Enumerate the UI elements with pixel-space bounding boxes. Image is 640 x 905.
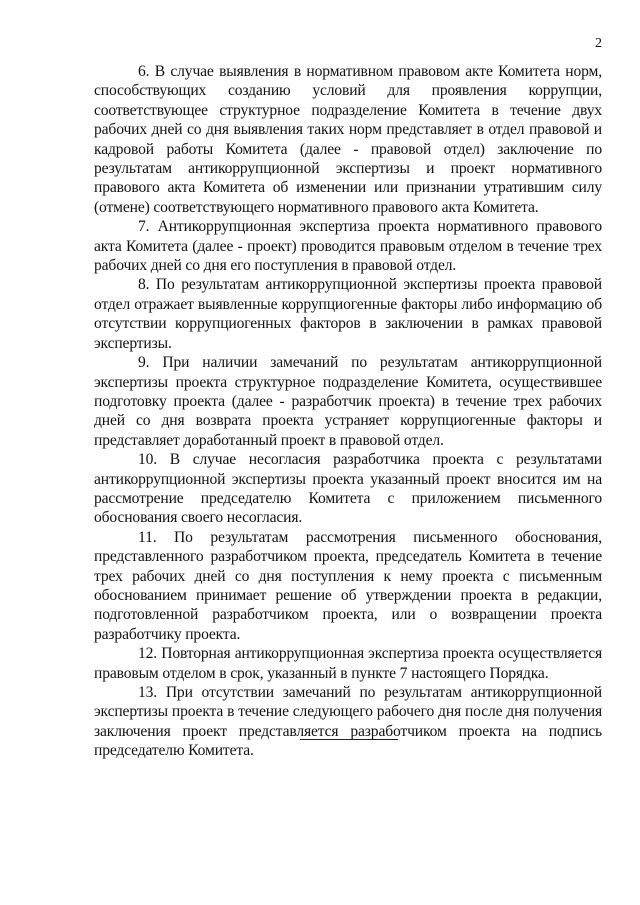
- paragraph-13: 13. При отсутствии замечаний по результатам антикоррупционной экспертизы проекта в течение следующего рабочего дня после дня получения заключения проект представляется разработчиком проекта на подпись председателю Комитета.: [94, 684, 602, 760]
- end-separator-line: [300, 739, 398, 740]
- paragraph-8: 8. По результатам антикоррупционной экспертизы проекта правовой отдел отражает выявленные коррупциогенные факторы либо информацию об отсутствии коррупциогенных факторов в заключении в рамках правовой экспертизы.: [94, 276, 602, 352]
- paragraph-10: 10. В случае несогласия разработчика проекта с результатами антикоррупционной экспертизы проекта указанный проект вносится им на рассмотрение председателю Комитета с приложением письменного обоснования своего несогласия.: [94, 451, 602, 527]
- paragraph-9: 9. При наличии замечаний по результатам антикоррупционной экспертизы проекта структурное подразделение Комитета, осуществившее подготовку проекта (далее - разработчик проекта) в течение трех рабочих дней со дня возврата проекта устраняет коррупциогенные факторы и представляет доработанный проект в правовой отдел.: [94, 354, 602, 449]
- paragraph-7: 7. Антикоррупционная экспертиза проекта нормативного правового акта Комитета (далее - проект) проводится правовым отделом в течение трех рабочих дней со дня его поступления в правовой отдел.: [94, 218, 602, 275]
- paragraph-6: 6. В случае выявления в нормативном правовом акте Комитета норм, способствующих созданию условий для проявления коррупции, соответствующее структурное подразделение Комитета в течение двух рабочих дней со дня выявления таких норм представляет в отдел правовой и кадровой работы Комитета (далее - правовой отдел) заключение по результатам антикоррупционной экспертизы и проект нормативного правового акта Комитета об изменении или признании утратившим силу (отмене) соответствующего нормативного правового акта Комитета.: [94, 63, 602, 216]
- document-body: [94, 62, 602, 761]
- paragraph-12: 12. Повторная антикоррупционная экспертиза проекта осуществляется правовым отделом в срок, указанный в пункте 7 настоящего Порядка.: [94, 645, 602, 682]
- page-number: 2: [595, 36, 602, 51]
- paragraph-11: 11. По результатам рассмотрения письменного обоснования, представленного разработчиком проекта, председатель Комитета в течение трех рабочих дней со дня поступления к нему проекта с письменным обоснованием принимает решение об утверждении проекта в редакции, подготовленной разработчиком проекта, или о возвращении проекта разработчику проекта.: [94, 528, 602, 643]
